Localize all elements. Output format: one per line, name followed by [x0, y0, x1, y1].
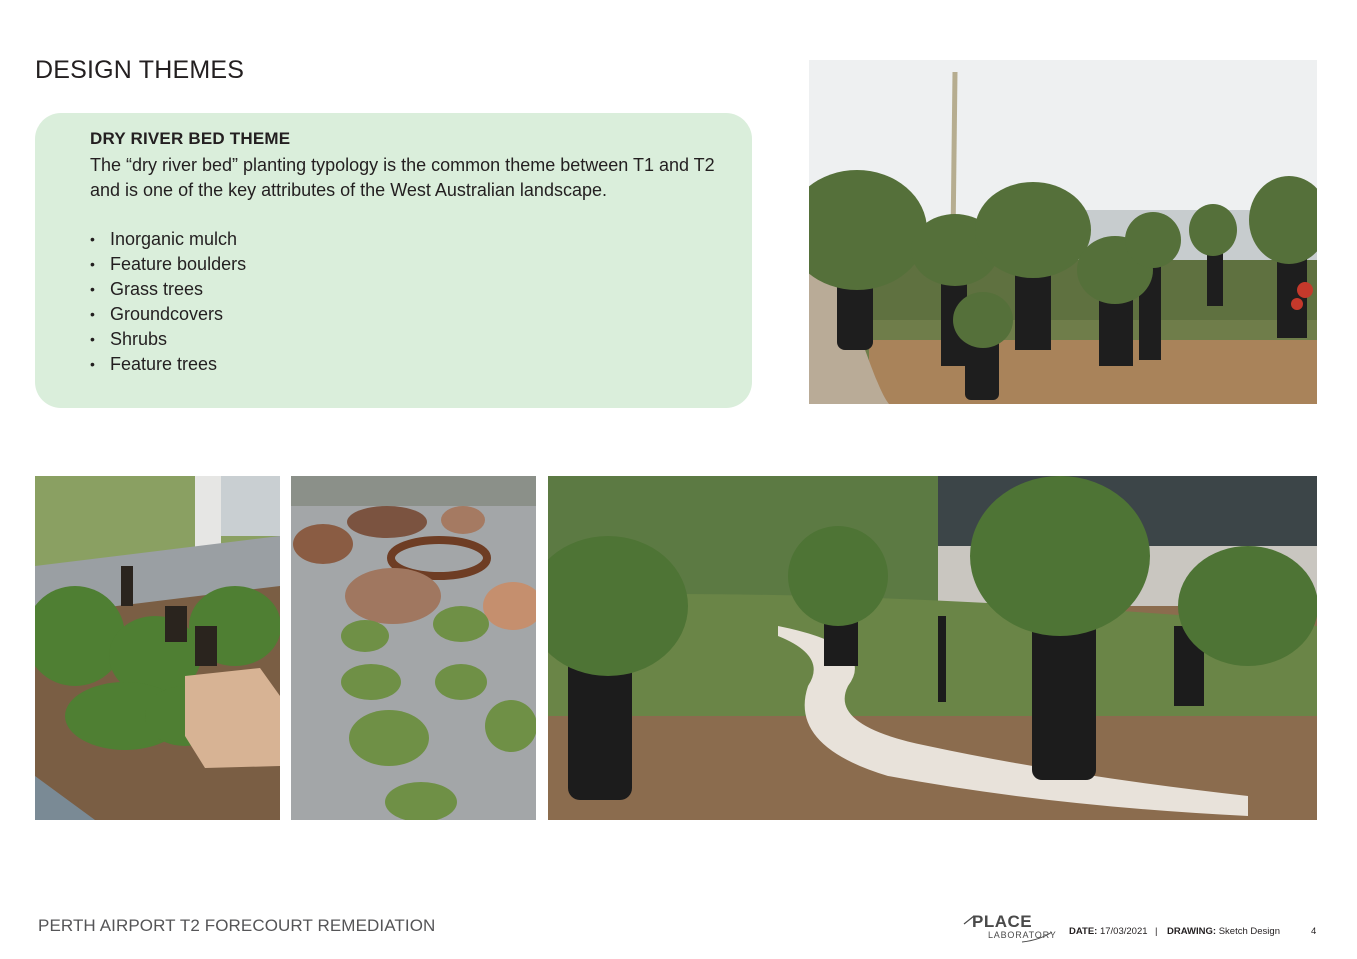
list-item: • Shrubs — [90, 327, 738, 352]
bullet-icon: • — [90, 356, 95, 372]
page-number: 4 — [1311, 926, 1317, 937]
list-item: • Feature boulders — [90, 252, 738, 277]
theme-panel — [35, 113, 752, 408]
theme-heading: DRY RIVER BED THEME — [90, 129, 291, 148]
bullet-icon: • — [90, 306, 95, 322]
meta-separator: | — [1155, 926, 1158, 937]
grass-tree-boulder-photo — [35, 476, 280, 820]
date-value: 17/03/2021 — [1099, 926, 1148, 937]
drawing-value: Sketch Design — [1218, 926, 1280, 937]
place-laboratory-logo — [962, 912, 1057, 944]
list-item: • Groundcovers — [90, 302, 738, 327]
bullet-icon: • — [90, 256, 95, 272]
drawing-label: DRAWING: — [1167, 926, 1217, 937]
grass-tree-landscape-photo — [809, 60, 1317, 404]
drawing-info — [1167, 926, 1280, 937]
theme-bullet-list — [90, 227, 738, 377]
theme-description: The “dry river bed” planting typology is the common theme between T1 and T2 and is one of the key attributes of the West Australian landscape. — [90, 155, 715, 200]
logo-sub-text: LABORATORY — [988, 930, 1057, 940]
list-item: • Feature trees — [90, 352, 738, 377]
page-title: DESIGN THEMES — [35, 56, 245, 84]
bullet-icon: • — [90, 331, 95, 347]
dry-river-bed-photo — [548, 476, 1317, 820]
gravel-boulders-photo — [291, 476, 536, 820]
logo-main-text: PLACE — [972, 912, 1033, 931]
project-title: PERTH AIRPORT T2 FORECOURT REMEDIATION — [38, 916, 436, 935]
date-label: DATE: — [1069, 926, 1098, 937]
date-info — [1069, 926, 1148, 937]
list-item: • Inorganic mulch — [90, 227, 738, 252]
bullet-icon: • — [90, 281, 95, 297]
bullet-icon: • — [90, 231, 95, 247]
list-item: • Grass trees — [90, 277, 738, 302]
